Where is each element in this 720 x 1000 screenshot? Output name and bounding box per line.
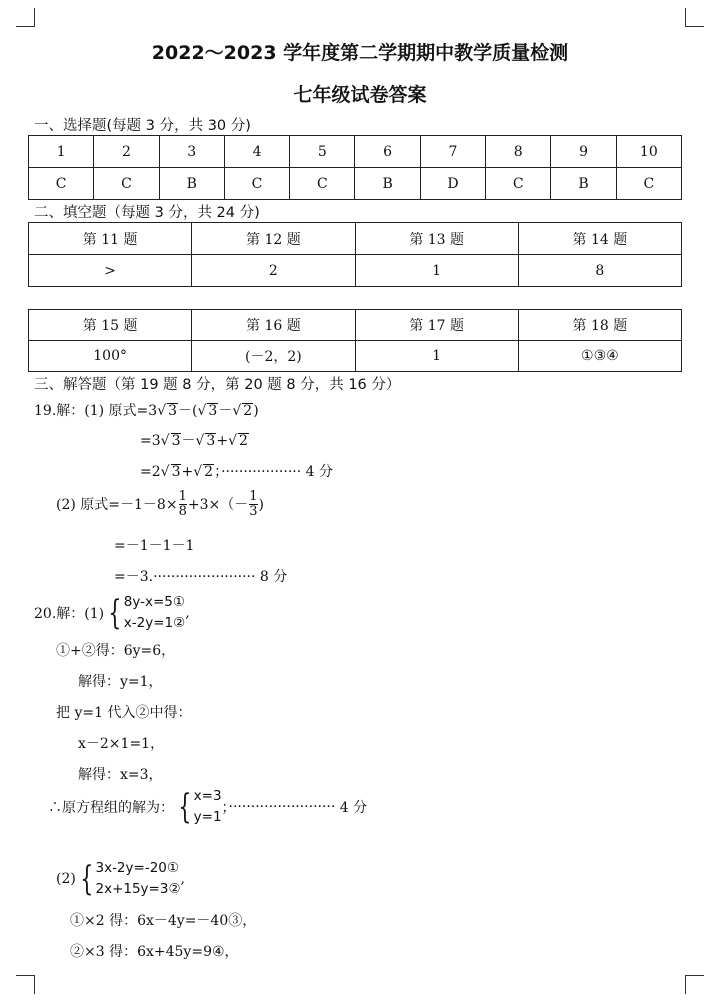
expr-text: =3 [140,433,161,449]
crop-mark-bottom-left [16,975,35,994]
table-cell: C [486,168,551,200]
table-cell: 100° [29,341,192,372]
expr-text: =－3. [114,569,154,585]
table-cell: 第 16 题 [192,310,355,341]
q20-line-6: 解得：x=3， [78,767,163,783]
table-cell: (－2，2) [192,341,355,372]
left-brace: { [178,787,192,827]
expr-text: ∴原方程组的解为： [48,800,174,816]
table-cell: B [355,168,420,200]
equation-system-1: 8y-x=5① x-2y=1② [123,594,186,631]
score-label: 8 分 [259,569,288,585]
table-cell: 6 [355,136,420,168]
table-cell: 1 [355,255,518,287]
expr-text: － [218,403,233,419]
expr-text: ； [221,800,229,816]
leader-dots: ······················· [153,569,256,585]
solution-system: x=3 y=1 [193,788,222,825]
expr-text: ) [258,496,264,513]
section-2-heading: 二、填空题（每题 3 分，共 24 分) [34,205,260,221]
table-cell: 第 11 题 [29,223,192,255]
table-cell: 8 [486,136,551,168]
page-title: 2022～2023 学年度第二学期期中教学质量检测 [151,42,569,64]
score-label: 4 分 [339,800,368,816]
radical-sqrt3: √ 3 [160,464,181,480]
table-cell: C [224,168,289,200]
table-cell: C [29,168,94,200]
table-cell: 8 [518,255,681,287]
question-number-row [29,310,682,341]
radical-sqrt2: √ 2 [228,433,248,449]
q20-line-8 [56,858,185,900]
q19-line-5: =－1－1－1 [114,538,195,554]
left-brace: { [80,859,94,899]
radical-sqrt2: √ 2 [193,464,214,480]
fill-blank-table-1 [28,222,682,287]
score-label: 4 分 [305,464,333,480]
table-cell: C [290,168,355,200]
question-number-row [29,223,682,255]
radical-sqrt3: √ 3 [197,403,218,419]
table-cell: 第 18 题 [518,310,681,341]
section-1-heading: 一、选择题(每题 3 分，共 30 分) [34,118,251,134]
expr-text: －( [178,403,198,419]
q20-line-1 [34,592,190,634]
fraction-one-eighth: $\frac{1}{8}$ [178,489,187,520]
q20-line-3: 解得：y=1， [78,674,163,690]
page-subtitle: 七年级试卷答案 [293,84,427,106]
table-cell: 2 [192,255,355,287]
expr-text: , [185,605,190,621]
table-cell: 9 [551,136,616,168]
table-cell: C [616,168,681,200]
table-cell: > [29,255,192,287]
table-cell: D [420,168,485,200]
expr-text: =2 [140,464,161,480]
expr-text: , [180,871,185,887]
multiple-choice-answer-table [28,135,682,200]
fill-blank-table-2 [28,309,682,372]
table-cell: 第 13 题 [355,223,518,255]
radical-sqrt2: √ 2 [232,403,253,419]
q20-line-4: 把 y=1 代入②中得： [56,705,192,721]
q19-label: 19.解：(1) 原式=3 [34,403,158,419]
expr-text: + [181,464,194,480]
crop-mark-bottom-right [685,975,704,994]
section-3-heading: 三、解答题（第 19 题 8 分，第 20 题 8 分，共 16 分） [34,377,401,393]
left-brace: { [108,593,122,633]
q20-line-5: x－2×1=1， [78,736,165,752]
leader-dots: ························ [228,799,336,815]
q19-line-1 [34,400,259,420]
q20-line-7 [48,786,367,828]
table-cell: 第 15 题 [29,310,192,341]
q20-label: 20.解：(1) [34,606,105,622]
table-cell: 第 17 题 [355,310,518,341]
table-cell: C [94,168,159,200]
radical-sqrt3: √ 3 [160,433,181,449]
table-cell: 10 [616,136,681,168]
leader-dots: ·················· [221,464,302,480]
table-cell: ①③④ [518,341,681,372]
answer-row [29,168,682,200]
radical-sqrt3: √ 3 [157,403,178,419]
equation-system-2: 3x-2y=-20① 2x+15y=3② [95,860,181,897]
expr-text: － [181,433,196,449]
answer-row [29,341,682,372]
table-cell: 第 14 题 [518,223,681,255]
crop-mark-top-right [685,8,704,27]
table-cell: 2 [94,136,159,168]
expr-text: +3×（－ [187,496,249,513]
q20-line-10: ②×3 得：6x+45y=9④， [70,944,239,960]
table-cell: 3 [159,136,224,168]
q19-line-2 [140,430,249,450]
fraction-one-third: $\frac{1}{3}$ [249,489,258,520]
question-number-row [29,136,682,168]
expr-text: ； [214,464,222,480]
table-cell: 1 [355,341,518,372]
q19-line-4 [56,490,264,520]
table-cell: 7 [420,136,485,168]
radical-sqrt3: √ 3 [195,433,216,449]
expr-text: (2) 原式=－1－8× [56,496,178,513]
expr-text: + [216,433,229,449]
q19-line-6 [114,566,287,586]
q20-line-9: ①×2 得：6x－4y=－40③， [70,913,257,929]
q19-line-3 [140,461,333,481]
expr-text: ) [253,403,259,419]
table-cell: 第 12 题 [192,223,355,255]
expr-text: (2) [56,871,76,887]
table-cell: B [159,168,224,200]
table-cell: 5 [290,136,355,168]
table-cell: 1 [29,136,94,168]
table-cell: B [551,168,616,200]
answer-row [29,255,682,287]
crop-mark-top-left [16,8,35,27]
table-cell: 4 [224,136,289,168]
q20-line-2: ①+②得：6y=6， [56,643,176,659]
